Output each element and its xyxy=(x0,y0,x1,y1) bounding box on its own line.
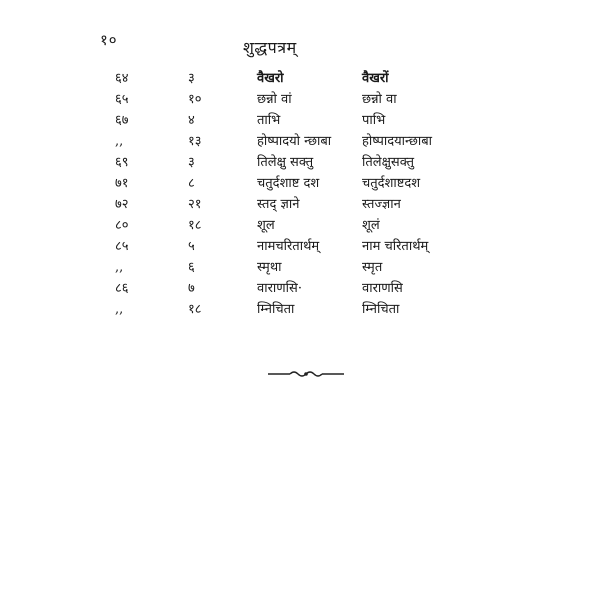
errata-row xyxy=(0,299,600,320)
errata-table xyxy=(0,68,600,320)
errata-wrong-cell: चतुर्दशाष्ट दश xyxy=(257,176,320,191)
errata-wrong-cell: छन्नो वां xyxy=(257,92,292,107)
errata-page-cell: ७२ xyxy=(115,197,129,212)
errata-row xyxy=(0,194,600,215)
errata-line-cell: ४ xyxy=(188,113,195,128)
errata-wrong-cell: होष्पादयो न्छाबा xyxy=(257,134,332,149)
errata-wrong-cell: स्तद् ज्ञाने xyxy=(257,197,300,212)
errata-page-cell: ६४ xyxy=(115,71,129,86)
errata-correct-cell: चतुर्दशाष्टदश xyxy=(362,176,421,191)
errata-line-cell: १० xyxy=(188,92,202,107)
errata-row xyxy=(0,68,600,89)
errata-page-cell: ८६ xyxy=(115,281,129,296)
errata-wrong-cell: ताभि xyxy=(257,113,281,128)
errata-correct-cell: स्मृत xyxy=(362,260,383,275)
errata-wrong-cell: म्निचिता xyxy=(257,302,295,317)
errata-wrong-cell: स्मृथा xyxy=(257,260,282,275)
ornament-divider xyxy=(268,369,344,379)
errata-correct-cell: स्तज्ज्ञान xyxy=(362,197,401,212)
errata-row xyxy=(0,236,600,257)
errata-page-cell: ६५ xyxy=(115,92,129,107)
errata-wrong-cell: नामचरितार्थम् xyxy=(257,239,320,254)
errata-page-cell: ,, xyxy=(115,302,124,317)
errata-line-cell: १८ xyxy=(188,302,202,317)
errata-correct-cell: तिलेक्षुसक्तु xyxy=(362,155,415,170)
errata-correct-cell: शूलं xyxy=(362,218,380,233)
errata-line-cell: ६ xyxy=(188,260,195,275)
errata-line-cell: ७ xyxy=(188,281,195,296)
errata-correct-cell: वैखरों xyxy=(362,71,389,86)
errata-correct-cell: नाम चरितार्थम् xyxy=(362,239,429,254)
errata-row xyxy=(0,131,600,152)
errata-wrong-cell: शूल xyxy=(257,218,275,233)
errata-page-cell: ,, xyxy=(115,260,124,275)
errata-page-cell: ,, xyxy=(115,134,124,149)
errata-correct-cell: म्निचिता xyxy=(362,302,400,317)
errata-line-cell: १३ xyxy=(188,134,202,149)
errata-page-cell: ७१ xyxy=(115,176,129,191)
errata-line-cell: १८ xyxy=(188,218,202,233)
errata-line-cell: ८ xyxy=(188,176,195,191)
errata-row xyxy=(0,215,600,236)
errata-line-cell: ३ xyxy=(188,71,195,86)
errata-correct-cell: छन्नो वा xyxy=(362,92,397,107)
errata-line-cell: २१ xyxy=(188,197,202,212)
errata-page-cell: ६९ xyxy=(115,155,129,170)
errata-correct-cell: पाभि xyxy=(362,113,386,128)
errata-page-cell: ८० xyxy=(115,218,129,233)
errata-wrong-cell: वैखरो xyxy=(257,71,284,86)
errata-correct-cell: होष्पादयान्छाबा xyxy=(362,134,433,149)
errata-correct-cell: वाराणसि xyxy=(362,281,403,296)
errata-line-cell: ५ xyxy=(188,239,195,254)
errata-row xyxy=(0,152,600,173)
errata-row xyxy=(0,278,600,299)
errata-line-cell: ३ xyxy=(188,155,195,170)
errata-page-cell: ८५ xyxy=(115,239,129,254)
page-title: शुद्धपत्रम् xyxy=(243,38,297,57)
errata-wrong-cell: वाराणसि· xyxy=(257,281,302,296)
page-number: १० xyxy=(100,31,118,49)
errata-row xyxy=(0,89,600,110)
errata-row xyxy=(0,257,600,278)
errata-row xyxy=(0,110,600,131)
errata-row xyxy=(0,173,600,194)
errata-wrong-cell: तिलेक्षु सक्तु xyxy=(257,155,314,170)
errata-page-cell: ६७ xyxy=(115,113,129,128)
